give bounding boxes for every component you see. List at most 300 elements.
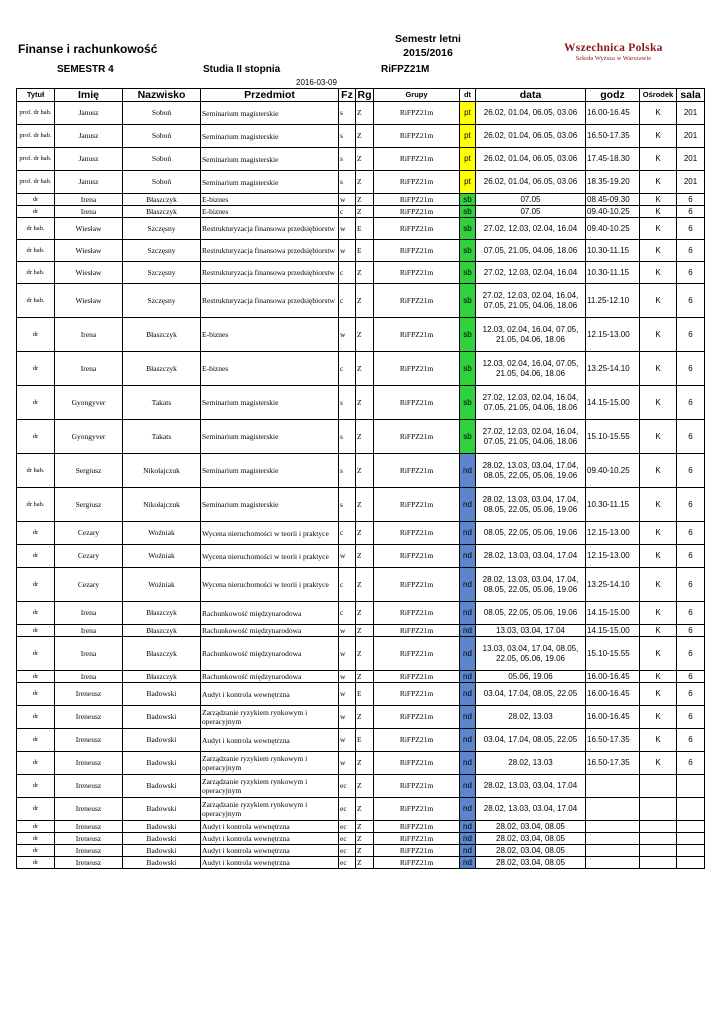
cell-fz: ec bbox=[339, 775, 356, 798]
cell-grupy: RiFPZ21m bbox=[374, 262, 460, 284]
cell-rg: Z bbox=[356, 488, 374, 522]
table-row bbox=[17, 775, 705, 798]
cell-godz: 12.15-13.00 bbox=[586, 545, 640, 568]
cell-data: 07.05 bbox=[476, 206, 586, 218]
cell-rg: Z bbox=[356, 845, 374, 857]
col-header-osrodek: Ośrodek bbox=[640, 89, 677, 102]
cell-osrodek bbox=[640, 821, 677, 833]
cell-sala: 201 bbox=[677, 102, 705, 125]
cell-nazwisko: Szczęsny bbox=[123, 240, 201, 262]
cell-przedmiot: Rachunkowość międzynarodowa bbox=[201, 637, 339, 671]
cell-nazwisko: Błaszczyk bbox=[123, 352, 201, 386]
cell-godz bbox=[586, 857, 640, 869]
table-row bbox=[17, 683, 705, 706]
cell-nazwisko: Soboń bbox=[123, 171, 201, 194]
cell-fz: ec bbox=[339, 821, 356, 833]
cell-osrodek bbox=[640, 798, 677, 821]
cell-grupy: RiFPZ21m bbox=[374, 671, 460, 683]
cell-data: 03.04, 17.04, 08.05, 22.05 bbox=[476, 729, 586, 752]
cell-dt: nd bbox=[460, 625, 476, 637]
cell-rg: E bbox=[356, 683, 374, 706]
cell-fz: w bbox=[339, 752, 356, 775]
cell-przedmiot: E-biznes bbox=[201, 318, 339, 352]
cell-osrodek: K bbox=[640, 318, 677, 352]
cell-data: 27.02, 12.03, 02.04, 16.04, 07.05, 21.05, 04.06, 18.06 bbox=[476, 284, 586, 318]
semester-label: Semestr letni bbox=[395, 33, 461, 45]
cell-sala: 6 bbox=[677, 284, 705, 318]
cell-przedmiot: Seminarium magisterskie bbox=[201, 420, 339, 454]
cell-sala: 6 bbox=[677, 218, 705, 240]
cell-rg: Z bbox=[356, 637, 374, 671]
cell-sala: 6 bbox=[677, 454, 705, 488]
cell-nazwisko: Błaszczyk bbox=[123, 625, 201, 637]
cell-godz: 10.30-11.15 bbox=[586, 262, 640, 284]
cell-osrodek: K bbox=[640, 625, 677, 637]
cell-sala: 6 bbox=[677, 522, 705, 545]
cell-nazwisko: Błaszczyk bbox=[123, 194, 201, 206]
cell-rg: Z bbox=[356, 821, 374, 833]
cell-data: 27.02, 12.03, 02.04, 16.04 bbox=[476, 262, 586, 284]
cell-przedmiot: E-biznes bbox=[201, 206, 339, 218]
cell-osrodek: K bbox=[640, 284, 677, 318]
cell-fz: w bbox=[339, 318, 356, 352]
cell-data: 28.02, 03.04, 08.05 bbox=[476, 833, 586, 845]
cell-rg: Z bbox=[356, 706, 374, 729]
cell-osrodek: K bbox=[640, 706, 677, 729]
cell-imie: Ireneusz bbox=[55, 821, 123, 833]
cell-nazwisko: Nikołajczuk bbox=[123, 488, 201, 522]
cell-nazwisko: Badowski bbox=[123, 752, 201, 775]
cell-przedmiot: Seminarium magisterskie bbox=[201, 171, 339, 194]
cell-godz: 16.00-16.45 bbox=[586, 671, 640, 683]
cell-sala: 6 bbox=[677, 706, 705, 729]
table-row bbox=[17, 240, 705, 262]
cell-grupy: RiFPZ21m bbox=[374, 729, 460, 752]
cell-osrodek: K bbox=[640, 545, 677, 568]
table-row bbox=[17, 194, 705, 206]
cell-osrodek bbox=[640, 833, 677, 845]
col-header-fz: Fz bbox=[339, 89, 356, 102]
cell-nazwisko: Błaszczyk bbox=[123, 206, 201, 218]
cell-tytul: dr bbox=[17, 798, 55, 821]
table-row bbox=[17, 102, 705, 125]
cell-nazwisko: Soboń bbox=[123, 148, 201, 171]
cell-imie: Ireneusz bbox=[55, 798, 123, 821]
group-code: RiFPZ21M bbox=[381, 64, 430, 75]
table-row bbox=[17, 857, 705, 869]
cell-fz: c bbox=[339, 262, 356, 284]
cell-przedmiot: Rachunkowość międzynarodowa bbox=[201, 671, 339, 683]
cell-sala: 6 bbox=[677, 637, 705, 671]
cell-godz bbox=[586, 833, 640, 845]
cell-imie: Cezary bbox=[55, 522, 123, 545]
cell-fz: s bbox=[339, 102, 356, 125]
cell-nazwisko: Szczęsny bbox=[123, 284, 201, 318]
cell-data: 26.02, 01.04, 06.05, 03.06 bbox=[476, 102, 586, 125]
table-row bbox=[17, 206, 705, 218]
cell-data: 13.03, 03.04, 17.04 bbox=[476, 625, 586, 637]
cell-dt: nd bbox=[460, 671, 476, 683]
cell-grupy: RiFPZ21m bbox=[374, 775, 460, 798]
cell-nazwisko: Badowski bbox=[123, 729, 201, 752]
cell-fz: ec bbox=[339, 798, 356, 821]
cell-osrodek: K bbox=[640, 602, 677, 625]
cell-sala bbox=[677, 821, 705, 833]
cell-imie: Ireneusz bbox=[55, 683, 123, 706]
cell-sala bbox=[677, 857, 705, 869]
cell-sala: 201 bbox=[677, 125, 705, 148]
cell-grupy: RiFPZ21m bbox=[374, 148, 460, 171]
col-header-sala: sala bbox=[677, 89, 705, 102]
cell-rg: Z bbox=[356, 194, 374, 206]
cell-sala bbox=[677, 775, 705, 798]
table-row bbox=[17, 125, 705, 148]
cell-dt: nd bbox=[460, 729, 476, 752]
cell-osrodek: K bbox=[640, 454, 677, 488]
cell-fz: s bbox=[339, 171, 356, 194]
cell-rg: Z bbox=[356, 420, 374, 454]
cell-tytul: dr bbox=[17, 318, 55, 352]
cell-sala: 201 bbox=[677, 171, 705, 194]
cell-rg: Z bbox=[356, 125, 374, 148]
cell-fz: s bbox=[339, 386, 356, 420]
cell-rg: Z bbox=[356, 386, 374, 420]
cell-data: 26.02, 01.04, 06.05, 03.06 bbox=[476, 171, 586, 194]
cell-data: 28.02, 13.03, 03.04, 17.04, 08.05, 22.05, 05.06, 19.06 bbox=[476, 568, 586, 602]
cell-data: 07.05 bbox=[476, 194, 586, 206]
cell-tytul: dr bbox=[17, 194, 55, 206]
cell-rg: Z bbox=[356, 284, 374, 318]
cell-grupy: RiFPZ21m bbox=[374, 683, 460, 706]
cell-data: 12.03, 02.04, 16.04, 07.05, 21.05, 04.06, 18.06 bbox=[476, 318, 586, 352]
table-row bbox=[17, 218, 705, 240]
cell-nazwisko: Badowski bbox=[123, 821, 201, 833]
cell-sala bbox=[677, 833, 705, 845]
cell-osrodek: K bbox=[640, 352, 677, 386]
cell-dt: nd bbox=[460, 488, 476, 522]
cell-rg: Z bbox=[356, 568, 374, 602]
cell-fz: w bbox=[339, 671, 356, 683]
cell-dt: sb bbox=[460, 218, 476, 240]
cell-osrodek: K bbox=[640, 420, 677, 454]
cell-fz: c bbox=[339, 522, 356, 545]
cell-przedmiot: Seminarium magisterskie bbox=[201, 454, 339, 488]
cell-godz: 12.15-13.00 bbox=[586, 522, 640, 545]
cell-dt: nd bbox=[460, 568, 476, 602]
cell-osrodek bbox=[640, 775, 677, 798]
cell-data: 28.02, 13.03, 03.04, 17.04 bbox=[476, 545, 586, 568]
cell-rg: Z bbox=[356, 318, 374, 352]
cell-przedmiot: Seminarium magisterskie bbox=[201, 148, 339, 171]
cell-godz: 15.10-15.55 bbox=[586, 637, 640, 671]
cell-rg: Z bbox=[356, 798, 374, 821]
cell-rg: Z bbox=[356, 522, 374, 545]
cell-data: 28.02, 13.03, 03.04, 17.04 bbox=[476, 775, 586, 798]
cell-fz: c bbox=[339, 568, 356, 602]
cell-grupy: RiFPZ21m bbox=[374, 318, 460, 352]
cell-data: 27.02, 12.03, 02.04, 16.04, 07.05, 21.05, 04.06, 18.06 bbox=[476, 386, 586, 420]
cell-tytul: prof. dr hab. bbox=[17, 148, 55, 171]
cell-data: 12.03, 02.04, 16.04, 07.05, 21.05, 04.06, 18.06 bbox=[476, 352, 586, 386]
cell-godz: 16.00-16.45 bbox=[586, 683, 640, 706]
cell-nazwisko: Badowski bbox=[123, 845, 201, 857]
cell-tytul: dr bbox=[17, 752, 55, 775]
cell-imie: Cezary bbox=[55, 545, 123, 568]
cell-data: 28.02, 13.03 bbox=[476, 752, 586, 775]
cell-przedmiot: Seminarium magisterskie bbox=[201, 488, 339, 522]
cell-tytul: dr bbox=[17, 522, 55, 545]
cell-imie: Janusz bbox=[55, 148, 123, 171]
cell-przedmiot: Audyt i kontrola wewnętrzna bbox=[201, 683, 339, 706]
cell-tytul: prof. dr hab. bbox=[17, 125, 55, 148]
cell-tytul: dr bbox=[17, 671, 55, 683]
table-row bbox=[17, 352, 705, 386]
table-row bbox=[17, 729, 705, 752]
cell-nazwisko: Woźniak bbox=[123, 568, 201, 602]
cell-nazwisko: Badowski bbox=[123, 857, 201, 869]
cell-fz: s bbox=[339, 488, 356, 522]
cell-osrodek: K bbox=[640, 218, 677, 240]
cell-godz: 09.40-10.25 bbox=[586, 218, 640, 240]
cell-imie: Irena bbox=[55, 194, 123, 206]
cell-imie: Ireneusz bbox=[55, 845, 123, 857]
cell-grupy: RiFPZ21m bbox=[374, 845, 460, 857]
cell-rg: E bbox=[356, 218, 374, 240]
cell-fz: ec bbox=[339, 845, 356, 857]
table-row bbox=[17, 845, 705, 857]
cell-fz: c bbox=[339, 206, 356, 218]
cell-tytul: dr hab. bbox=[17, 218, 55, 240]
cell-nazwisko: Błaszczyk bbox=[123, 602, 201, 625]
table-row bbox=[17, 488, 705, 522]
cell-imie: Irena bbox=[55, 671, 123, 683]
cell-dt: nd bbox=[460, 775, 476, 798]
cell-imie: Ireneusz bbox=[55, 857, 123, 869]
cell-fz: c bbox=[339, 352, 356, 386]
cell-godz: 10.30-11.15 bbox=[586, 488, 640, 522]
cell-fz: c bbox=[339, 284, 356, 318]
cell-fz: w bbox=[339, 545, 356, 568]
cell-rg: Z bbox=[356, 545, 374, 568]
cell-rg: Z bbox=[356, 262, 374, 284]
cell-sala: 6 bbox=[677, 386, 705, 420]
cell-dt: pt bbox=[460, 125, 476, 148]
cell-dt: sb bbox=[460, 206, 476, 218]
col-header-grupy: Grupy bbox=[374, 89, 460, 102]
cell-imie: Gyongyver bbox=[55, 420, 123, 454]
col-header-dt: dt bbox=[460, 89, 476, 102]
cell-dt: nd bbox=[460, 683, 476, 706]
cell-data: 27.02, 12.03, 02.04, 16.04, 07.05, 21.05, 04.06, 18.06 bbox=[476, 420, 586, 454]
cell-data: 05.06, 19.06 bbox=[476, 671, 586, 683]
cell-sala: 6 bbox=[677, 352, 705, 386]
cell-godz: 18.35-19.20 bbox=[586, 171, 640, 194]
cell-dt: nd bbox=[460, 845, 476, 857]
cell-dt: nd bbox=[460, 637, 476, 671]
cell-imie: Ireneusz bbox=[55, 775, 123, 798]
cell-osrodek: K bbox=[640, 125, 677, 148]
cell-grupy: RiFPZ21m bbox=[374, 218, 460, 240]
cell-grupy: RiFPZ21m bbox=[374, 522, 460, 545]
table-row bbox=[17, 637, 705, 671]
cell-tytul: dr bbox=[17, 775, 55, 798]
cell-fz: s bbox=[339, 420, 356, 454]
cell-imie: Janusz bbox=[55, 171, 123, 194]
semester-number: SEMESTR 4 bbox=[57, 64, 114, 75]
cell-data: 28.02, 13.03, 03.04, 17.04, 08.05, 22.05, 05.06, 19.06 bbox=[476, 488, 586, 522]
cell-rg: Z bbox=[356, 775, 374, 798]
table-row bbox=[17, 602, 705, 625]
cell-sala: 6 bbox=[677, 683, 705, 706]
cell-rg: Z bbox=[356, 752, 374, 775]
cell-przedmiot: Seminarium magisterskie bbox=[201, 102, 339, 125]
cell-fz: ec bbox=[339, 833, 356, 845]
cell-imie: Gyongyver bbox=[55, 386, 123, 420]
cell-grupy: RiFPZ21m bbox=[374, 102, 460, 125]
cell-tytul: dr hab. bbox=[17, 262, 55, 284]
cell-rg: Z bbox=[356, 148, 374, 171]
cell-fz: w bbox=[339, 194, 356, 206]
cell-rg: Z bbox=[356, 833, 374, 845]
cell-grupy: RiFPZ21m bbox=[374, 625, 460, 637]
cell-tytul: dr bbox=[17, 602, 55, 625]
cell-tytul: dr hab. bbox=[17, 284, 55, 318]
cell-fz: w bbox=[339, 218, 356, 240]
cell-rg: E bbox=[356, 729, 374, 752]
cell-nazwisko: Badowski bbox=[123, 706, 201, 729]
cell-godz bbox=[586, 798, 640, 821]
cell-osrodek: K bbox=[640, 488, 677, 522]
cell-osrodek: K bbox=[640, 752, 677, 775]
cell-tytul: prof. dr hab. bbox=[17, 102, 55, 125]
cell-imie: Irena bbox=[55, 318, 123, 352]
schedule-table bbox=[16, 88, 705, 869]
table-row bbox=[17, 821, 705, 833]
cell-przedmiot: Seminarium magisterskie bbox=[201, 386, 339, 420]
cell-przedmiot: Audyt i kontrola wewnętrzna bbox=[201, 729, 339, 752]
cell-imie: Ireneusz bbox=[55, 752, 123, 775]
cell-grupy: RiFPZ21m bbox=[374, 821, 460, 833]
cell-data: 27.02, 12.03, 02.04, 16.04 bbox=[476, 218, 586, 240]
cell-dt: nd bbox=[460, 752, 476, 775]
cell-data: 13.03, 03.04, 17.04, 08.05, 22.05, 05.06, 19.06 bbox=[476, 637, 586, 671]
cell-godz: 08.45-09.30 bbox=[586, 194, 640, 206]
cell-grupy: RiFPZ21m bbox=[374, 284, 460, 318]
cell-nazwisko: Nikołajczuk bbox=[123, 454, 201, 488]
table-row bbox=[17, 454, 705, 488]
cell-tytul: dr bbox=[17, 845, 55, 857]
cell-tytul: dr bbox=[17, 857, 55, 869]
cell-przedmiot: Audyt i kontrola wewnętrzna bbox=[201, 821, 339, 833]
cell-imie: Irena bbox=[55, 625, 123, 637]
cell-sala: 6 bbox=[677, 752, 705, 775]
table-row bbox=[17, 386, 705, 420]
cell-tytul: dr bbox=[17, 420, 55, 454]
cell-przedmiot: Rachunkowość międzynarodowa bbox=[201, 625, 339, 637]
cell-sala: 6 bbox=[677, 671, 705, 683]
study-level: Studia II stopnia bbox=[203, 64, 281, 75]
cell-godz: 09.40-10.25 bbox=[586, 206, 640, 218]
cell-dt: pt bbox=[460, 148, 476, 171]
cell-dt: nd bbox=[460, 798, 476, 821]
cell-sala: 6 bbox=[677, 602, 705, 625]
university-logo bbox=[564, 42, 663, 62]
cell-sala: 6 bbox=[677, 568, 705, 602]
cell-tytul: dr bbox=[17, 386, 55, 420]
cell-fz: c bbox=[339, 602, 356, 625]
cell-dt: sb bbox=[460, 240, 476, 262]
cell-nazwisko: Badowski bbox=[123, 775, 201, 798]
cell-nazwisko: Soboń bbox=[123, 125, 201, 148]
cell-imie: Janusz bbox=[55, 102, 123, 125]
cell-nazwisko: Woźniak bbox=[123, 522, 201, 545]
cell-data: 03.04, 17.04, 08.05, 22.05 bbox=[476, 683, 586, 706]
cell-dt: nd bbox=[460, 545, 476, 568]
cell-imie: Irena bbox=[55, 206, 123, 218]
cell-osrodek: K bbox=[640, 729, 677, 752]
cell-godz: 14.15-15.00 bbox=[586, 602, 640, 625]
cell-osrodek: K bbox=[640, 262, 677, 284]
cell-godz: 09.40-10.25 bbox=[586, 454, 640, 488]
cell-sala: 6 bbox=[677, 318, 705, 352]
cell-przedmiot: Zarządzanie ryzykiem rynkowym i operacyjnym bbox=[201, 798, 339, 821]
cell-sala: 6 bbox=[677, 729, 705, 752]
cell-imie: Sergiusz bbox=[55, 454, 123, 488]
cell-grupy: RiFPZ21m bbox=[374, 386, 460, 420]
cell-tytul: dr bbox=[17, 568, 55, 602]
cell-data: 28.02, 03.04, 08.05 bbox=[476, 845, 586, 857]
cell-grupy: RiFPZ21m bbox=[374, 545, 460, 568]
cell-grupy: RiFPZ21m bbox=[374, 857, 460, 869]
cell-grupy: RiFPZ21m bbox=[374, 568, 460, 602]
cell-grupy: RiFPZ21m bbox=[374, 352, 460, 386]
cell-osrodek: K bbox=[640, 683, 677, 706]
cell-tytul: dr hab. bbox=[17, 240, 55, 262]
cell-grupy: RiFPZ21m bbox=[374, 240, 460, 262]
cell-sala: 6 bbox=[677, 206, 705, 218]
table-row bbox=[17, 625, 705, 637]
cell-rg: Z bbox=[356, 454, 374, 488]
cell-tytul: dr bbox=[17, 206, 55, 218]
cell-godz bbox=[586, 821, 640, 833]
cell-fz: w bbox=[339, 625, 356, 637]
cell-grupy: RiFPZ21m bbox=[374, 833, 460, 845]
cell-imie: Irena bbox=[55, 637, 123, 671]
cell-dt: sb bbox=[460, 318, 476, 352]
table-row bbox=[17, 671, 705, 683]
cell-godz: 16.50-17.35 bbox=[586, 729, 640, 752]
cell-godz: 12.15-13.00 bbox=[586, 318, 640, 352]
cell-przedmiot: E-biznes bbox=[201, 352, 339, 386]
cell-przedmiot: Wycena nieruchomości w teorii i praktyce bbox=[201, 545, 339, 568]
cell-sala: 6 bbox=[677, 625, 705, 637]
cell-godz: 10.30-11.15 bbox=[586, 240, 640, 262]
cell-nazwisko: Soboń bbox=[123, 102, 201, 125]
cell-nazwisko: Błaszczyk bbox=[123, 318, 201, 352]
cell-dt: nd bbox=[460, 602, 476, 625]
cell-imie: Ireneusz bbox=[55, 833, 123, 845]
cell-dt: sb bbox=[460, 284, 476, 318]
cell-tytul: dr bbox=[17, 821, 55, 833]
cell-osrodek: K bbox=[640, 171, 677, 194]
cell-sala: 6 bbox=[677, 488, 705, 522]
cell-grupy: RiFPZ21m bbox=[374, 171, 460, 194]
cell-data: 28.02, 03.04, 08.05 bbox=[476, 821, 586, 833]
cell-fz: s bbox=[339, 454, 356, 488]
cell-godz bbox=[586, 845, 640, 857]
cell-osrodek bbox=[640, 857, 677, 869]
cell-przedmiot: Zarządzanie ryzykiem rynkowym i operacyjnym bbox=[201, 752, 339, 775]
